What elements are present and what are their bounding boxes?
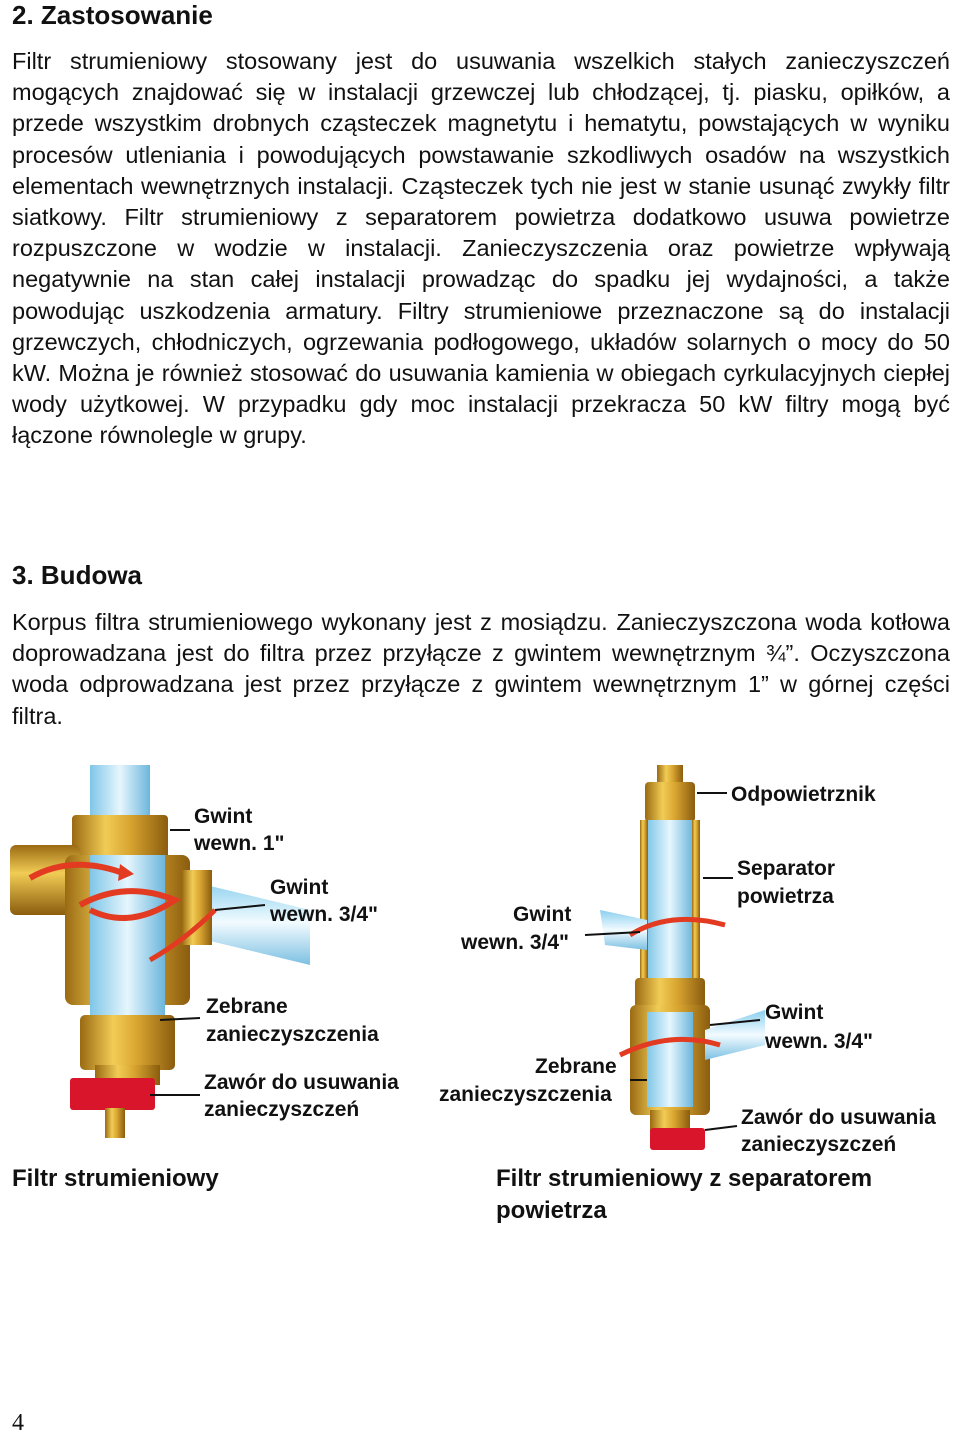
separator-nut bbox=[635, 978, 705, 1008]
label-gwint-34: Gwint bbox=[270, 876, 329, 899]
inner-chamber bbox=[90, 855, 165, 1025]
drain-valve-handle bbox=[650, 1128, 705, 1150]
drain-valve-handle bbox=[70, 1078, 155, 1110]
paragraph-zastosowanie: Filtr strumieniowy stosowany jest do usuwania wszelkich stałych zanieczyszczeń mogących znajdować się w instalacji grzewczej lub chłodzącej, tj. piasku, opiłków, a przede wszystkim drobnych cząsteczek magnetytu i hematytu, powstających w wyniku procesów utleniania i powodujących powstawanie szkodliwych osadów na wszystkich elementach wewnętrznych instalacji. Cząsteczek tych nie jest w stanie usunąć zwykły filtr siatkowy. Filtr strumieniowy z separatorem powietrza dodatkowo usuwa powietrze rozpuszczone w wodzie w instalacji. Zanieczyszczenia oraz powietrze wpływają negatywnie na stan całej instalacji prowadząc do spadku jej wydajności, a także powodując uszkodzenia armatury. Filtry strumieniowe przeznaczone są do instalacji grzewczych, chłodniczych, ogrzewania podłogowego, układów solarnych o mocy do 50 kW. Można je również stosować do usuwania kamienia w obiegach cyrkulacyjnych ciepłej wody użytkowej. W przypadku gdy moc instalacji przekracza 50 kW filtry mogą być łączone równolegle w grupy. bbox=[12, 48, 950, 449]
label-gwint-out-size: wewn. 3/4" bbox=[765, 1030, 873, 1053]
page-number: 4 bbox=[12, 1410, 24, 1436]
outlet-pipe bbox=[705, 1010, 765, 1060]
outlet-pipe bbox=[90, 765, 150, 820]
figure-jet-filter-air-separator bbox=[435, 760, 955, 1160]
label-gwint-1-size: wewn. 1" bbox=[194, 832, 285, 855]
section-heading-budowa: 3. Budowa bbox=[12, 560, 143, 590]
figure-jet-filter bbox=[10, 760, 430, 1160]
inner-chamber bbox=[647, 1012, 693, 1107]
label-zanieczyszczenia: zanieczyszczenia bbox=[439, 1083, 612, 1106]
lower-neck bbox=[80, 1015, 175, 1070]
separator-tube bbox=[647, 820, 693, 985]
label-zawor-2: zanieczyszczeń bbox=[741, 1133, 897, 1156]
label-separator-2: powietrza bbox=[737, 885, 834, 908]
section-heading-zastosowanie: 2. Zastosowanie bbox=[12, 0, 213, 30]
label-zebrane: Zebrane bbox=[535, 1055, 617, 1078]
label-zebrane: Zebrane bbox=[206, 995, 288, 1018]
label-gwint-34-size: wewn. 3/4" bbox=[270, 903, 378, 926]
label-gwint-in-size: wewn. 3/4" bbox=[461, 931, 569, 954]
top-nut bbox=[72, 815, 168, 860]
label-gwint-1: Gwint bbox=[194, 805, 253, 828]
label-gwint-out: Gwint bbox=[765, 1001, 824, 1024]
label-zawor: Zawór do usuwania bbox=[741, 1106, 936, 1129]
label-gwint-in: Gwint bbox=[513, 903, 572, 926]
drain-spout bbox=[105, 1108, 125, 1138]
air-vent bbox=[645, 782, 695, 822]
caption-jet-filter: Filtr strumieniowy bbox=[12, 1165, 219, 1192]
caption-line-2: powietrza bbox=[496, 1197, 607, 1224]
label-zanieczyszczenia: zanieczyszczenia bbox=[206, 1023, 379, 1046]
label-zawor: Zawór do usuwania bbox=[204, 1071, 399, 1094]
caption-line-1: Filtr strumieniowy z separatorem bbox=[496, 1165, 873, 1192]
caption-jet-filter-separator bbox=[496, 1163, 872, 1227]
label-separator: Separator bbox=[737, 857, 836, 880]
paragraph-budowa: Korpus filtra strumieniowego wykonany jest z mosiądzu. Zanieczyszczona woda kotłowa doprowadzana jest do filtra przez przyłącze z gwintem wewnętrznym ¾”. Oczyszczona woda odprowadzana jest przez przyłącze z gwintem wewnętrznym 1” w górnej części filtra. bbox=[12, 609, 950, 729]
label-odpowietrznik: Odpowietrznik bbox=[731, 783, 876, 806]
label-zawor-2: zanieczyszczeń bbox=[204, 1098, 360, 1121]
